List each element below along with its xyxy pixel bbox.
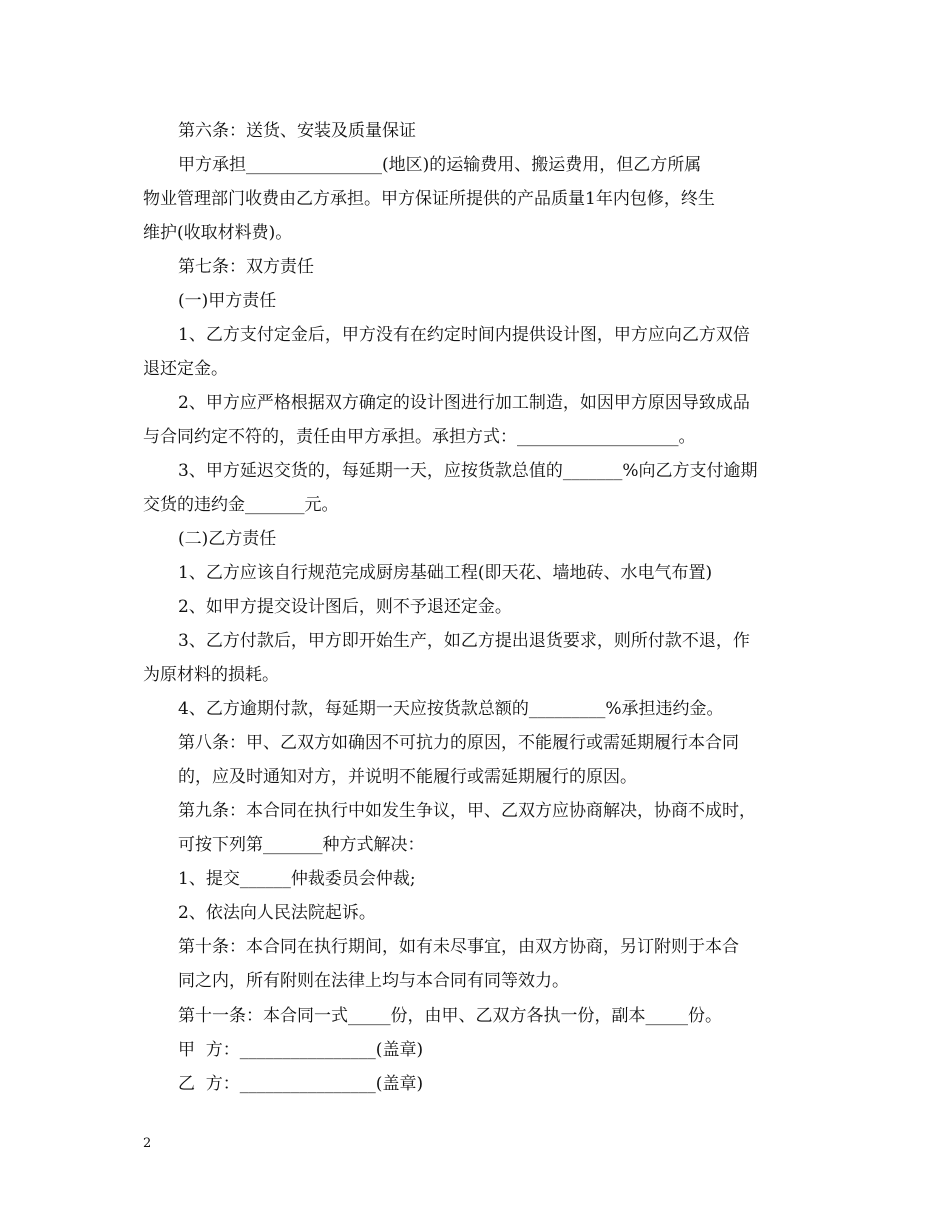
article-11-line: 第十一条：本合同一式_____份，由甲、乙双方各执一份，副本_____份。 xyxy=(178,1006,722,1026)
party-b-signature-line: 乙 方：________________(盖章) xyxy=(178,1074,424,1094)
party-a-item-2-line-2: 与合同约定不符的，责任由甲方承担。承担方式：___________________。 xyxy=(143,427,696,447)
article-7-heading: 第七条：双方责任 xyxy=(178,257,314,277)
article-9-line-1: 第九条：本合同在执行中如发生争议，甲、乙双方应协商解决，协商不成时， xyxy=(178,801,756,821)
page-number: 2 xyxy=(143,1136,152,1151)
party-a-signature-line: 甲 方：________________(盖章) xyxy=(178,1040,424,1060)
article-10-line-1: 第十条：本合同在执行期间，如有未尽事宜，由双方协商，另订附则于本合 xyxy=(178,937,739,957)
article-6-line-3: 维护(收取材料费)。 xyxy=(143,223,293,243)
article-6-line-2: 物业管理部门收费由乙方承担。甲方保证所提供的产品质量1年内包修，终生 xyxy=(143,189,715,209)
party-a-item-3-line-2: 交货的违约金_______元。 xyxy=(143,495,339,515)
article-8-line-1: 第八条：甲、乙双方如确因不可抗力的原因，不能履行或需延期履行本合同 xyxy=(178,733,739,753)
article-6-heading: 第六条：送货、安装及质量保证 xyxy=(178,121,416,141)
party-b-item-4: 4、乙方逾期付款，每延期一天应按货款总额的_________%承担违约金。 xyxy=(178,699,724,719)
party-a-item-1-line-2: 退还定金。 xyxy=(143,359,228,379)
article-9-option-1: 1、提交______仲裁委员会仲裁; xyxy=(178,869,416,889)
party-b-item-3-line-2: 为原材料的损耗。 xyxy=(143,665,279,685)
article-9-option-2: 2、依法向人民法院起诉。 xyxy=(178,903,376,923)
party-b-item-1: 1、乙方应该自行规范完成厨房基础工程(即天花、墙地砖、水电气布置) xyxy=(178,563,713,583)
article-10-line-2: 同之内，所有附则在法律上均与本合同有同等效力。 xyxy=(178,971,569,991)
party-a-item-1-line-1: 1、乙方支付定金后，甲方没有在约定时间内提供设计图，甲方应向乙方双倍 xyxy=(178,325,750,345)
article-6-line-1: 甲方承担________________(地区)的运输费用、搬运费用，但乙方所属 xyxy=(178,155,702,175)
party-b-item-3-line-1: 3、乙方付款后，甲方即开始生产，如乙方提出退货要求，则所付款不退，作 xyxy=(178,631,750,651)
article-8-line-2: 的，应及时通知对方，并说明不能履行或需延期履行的原因。 xyxy=(178,767,637,787)
party-a-item-3-line-1: 3、甲方延迟交货的，每延期一天，应按货款总值的_______%向乙方支付逾期 xyxy=(178,461,758,481)
party-b-item-2: 2、如甲方提交设计图后，则不予退还定金。 xyxy=(178,597,512,617)
party-b-responsibility-heading: (二)乙方责任 xyxy=(178,529,277,549)
article-9-line-2: 可按下列第_______种方式解决： xyxy=(178,835,425,855)
party-a-item-2-line-1: 2、甲方应严格根据双方确定的设计图进行加工制造，如因甲方原因导致成品 xyxy=(178,393,750,413)
party-a-responsibility-heading: (一)甲方责任 xyxy=(178,291,277,311)
